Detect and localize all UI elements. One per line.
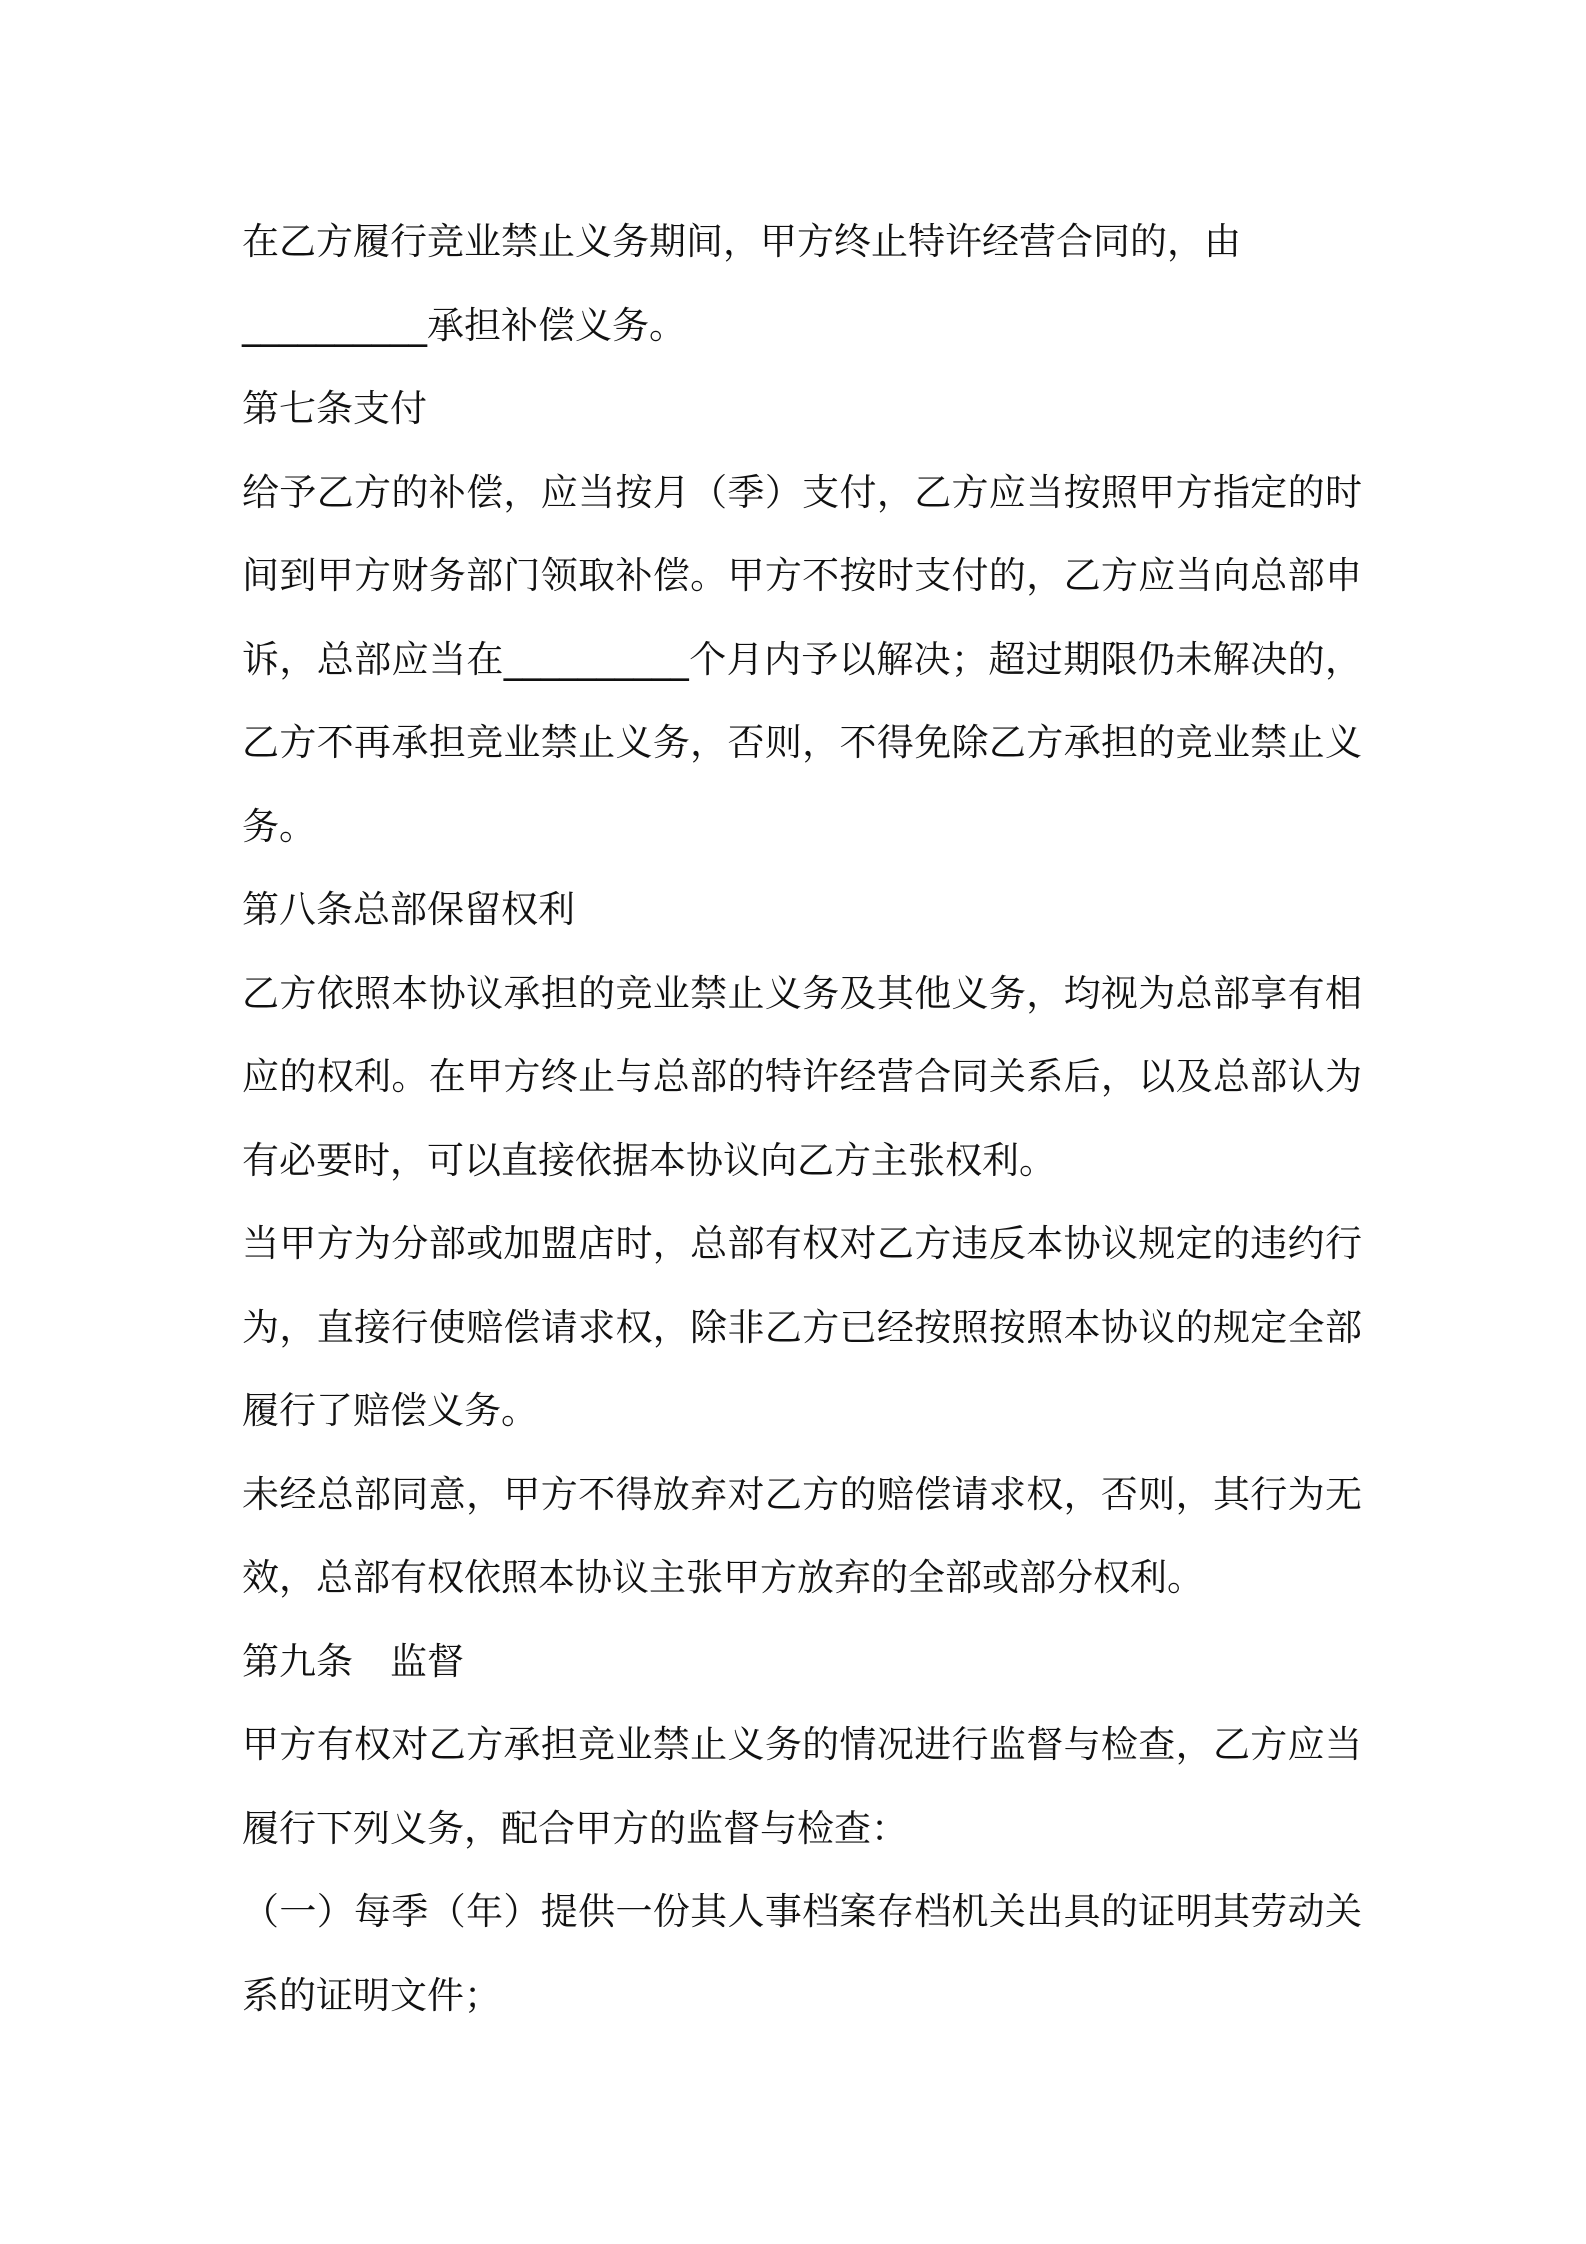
text-line-10: 乙方依照本协议承担的竞业禁止义务及其他义务，均视为总部享有相 xyxy=(242,971,1362,1015)
text-line-7: 乙方不再承担竞业禁止义务，否则，不得免除乙方承担的竞业禁止义 xyxy=(242,721,1362,764)
text-line-4: 给予乙方的补偿，应当按月（季）支付，乙方应当按照甲方指定的时 xyxy=(242,470,1362,514)
document-body xyxy=(242,200,1362,2037)
text-line-19: 甲方有权对乙方承担竞业禁止义务的情况进行监督与检查，乙方应当 xyxy=(242,1723,1362,1766)
text-line-1: 在乙方履行竞业禁止义务期间，甲方终止特许经营合同的，由 xyxy=(242,220,1241,263)
text-line-13: 当甲方为分部或加盟店时，总部有权对乙方违反本协议规定的违约行 xyxy=(242,1222,1362,1265)
text-line-16: 未经总部同意，甲方不得放弃对乙方的赔偿请求权，否则，其行为无 xyxy=(242,1472,1362,1516)
text-line-15: 履行了赔偿义务。 xyxy=(242,1389,538,1432)
text-line-6: 诉，总部应当在__________个月内予以解决；超过期限仍未解决的， xyxy=(242,637,1362,681)
text-line-17: 效，总部有权依照本协议主张甲方放弃的全部或部分权利。 xyxy=(242,1556,1204,1599)
text-line-22: 系的证明文件； xyxy=(242,1973,501,2017)
article-8-heading: 第八条总部保留权利 xyxy=(242,888,575,931)
text-line-21: （一）每季（年）提供一份其人事档案存档机关出具的证明其劳动关 xyxy=(242,1890,1362,1933)
text-line-14: 为，直接行使赔偿请求权，除非乙方已经按照按照本协议的规定全部 xyxy=(242,1305,1362,1349)
text-line-5: 间到甲方财务部门领取补偿。甲方不按时支付的，乙方应当向总部申 xyxy=(242,554,1362,597)
article-9-heading: 第九条 监督 xyxy=(242,1639,464,1683)
article-7-heading: 第七条支付 xyxy=(242,387,427,430)
text-line-12: 有必要时，可以直接依据本协议向乙方主张权利。 xyxy=(242,1138,1056,1182)
text-line-2: __________承担补偿义务。 xyxy=(242,303,686,347)
text-line-8: 务。 xyxy=(242,804,316,848)
text-line-20: 履行下列义务，配合甲方的监督与检查： xyxy=(242,1806,908,1850)
text-line-11: 应的权利。在甲方终止与总部的特许经营合同关系后，以及总部认为 xyxy=(242,1055,1362,1098)
